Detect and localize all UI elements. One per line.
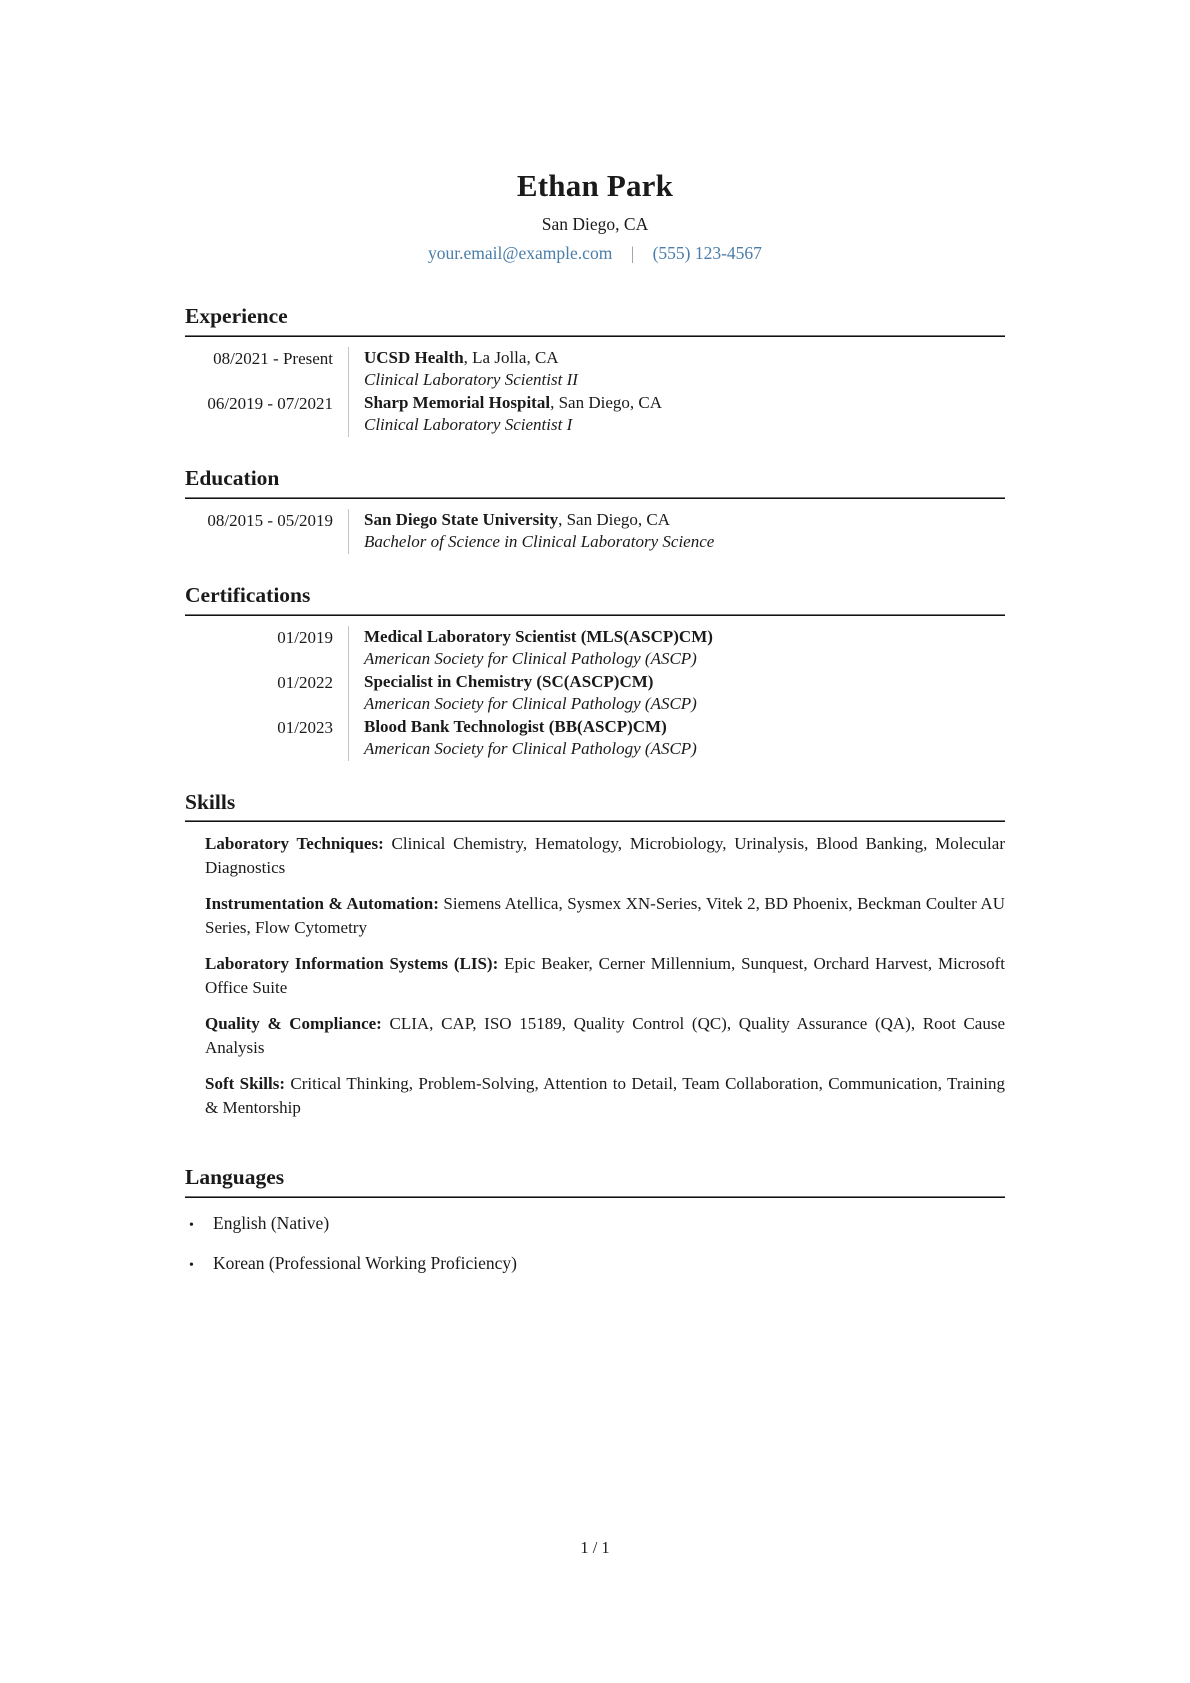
certification-org: American Society for Clinical Pathology (ASCP) xyxy=(364,694,697,714)
certification-name: Medical Laboratory Scientist (MLS(ASCP)CM) xyxy=(364,626,713,646)
degree-line: Bachelor of Science in Clinical Laboratory Science xyxy=(364,532,715,552)
section-title-experience: Experience xyxy=(185,304,288,329)
skill-list: Clinical Chemistry, Hematology, Microbiology, Urinalysis, Blood Banking, Molecular Diagnostics xyxy=(205,834,1005,877)
school-location: , San Diego, CA xyxy=(558,509,670,529)
education-entry xyxy=(185,509,1005,554)
section-rule xyxy=(185,497,1005,499)
entry-dates: 01/2019 xyxy=(277,627,333,647)
section-title-skills: Skills xyxy=(185,789,236,814)
skill-category-label: Laboratory Information Systems (LIS): xyxy=(205,954,499,974)
skill-list: Critical Thinking, Problem-Solving, Attention to Detail, Team Collaboration, Communication, Training & Mentorship xyxy=(205,1074,1005,1117)
skill-list: Epic Beaker, Cerner Millennium, Sunquest, Orchard Harvest, Microsoft Office Suite xyxy=(205,954,1005,997)
skill-paragraph xyxy=(185,952,1005,999)
language-item xyxy=(185,1252,1005,1275)
certification-entry xyxy=(185,626,1005,671)
person-location: San Diego, CA xyxy=(541,213,649,234)
section-rule xyxy=(185,1196,1005,1198)
person-name: Ethan Park xyxy=(516,168,674,203)
section-rule xyxy=(185,820,1005,822)
language-text: Korean (Professional Working Proficiency) xyxy=(213,1253,517,1274)
skill-paragraph xyxy=(185,892,1005,939)
entry-title-line xyxy=(364,392,662,415)
entry-body xyxy=(348,392,662,437)
experience-entry xyxy=(185,392,1005,437)
section-languages xyxy=(185,1165,1005,1275)
entry-role: Clinical Laboratory Scientist II xyxy=(364,370,578,390)
entry-title-line xyxy=(364,509,714,532)
section-title-languages: Languages xyxy=(185,1165,285,1190)
entry-body xyxy=(348,626,713,671)
section-education xyxy=(185,466,1005,554)
education-entries xyxy=(185,509,1005,554)
skill-paragraph xyxy=(185,1072,1005,1119)
school-name: San Diego State University xyxy=(364,509,559,529)
entry-body xyxy=(348,716,697,761)
section-rule xyxy=(185,614,1005,616)
skills-paragraphs xyxy=(185,832,1005,1119)
skill-paragraph xyxy=(185,832,1005,879)
entry-dates: 01/2023 xyxy=(277,717,333,737)
certification-entry xyxy=(185,716,1005,761)
entry-role: Clinical Laboratory Scientist I xyxy=(364,415,573,435)
experience-entry xyxy=(185,347,1005,392)
skill-category-label: Instrumentation & Automation: xyxy=(205,894,439,914)
contact-separator: | xyxy=(630,243,635,264)
entry-dates: 08/2015 - 05/2019 xyxy=(207,510,333,530)
bullet-icon: • xyxy=(189,1218,194,1234)
language-list xyxy=(185,1212,1005,1275)
org-name: Sharp Memorial Hospital xyxy=(364,392,551,412)
certification-org: American Society for Clinical Pathology (ASCP) xyxy=(364,649,697,669)
entry-body xyxy=(348,509,714,554)
skill-paragraph xyxy=(185,1012,1005,1059)
page-indicator: 1 / 1 xyxy=(580,1538,610,1557)
skill-category-label: Soft Skills: xyxy=(205,1074,285,1094)
entry-title-line xyxy=(364,347,578,370)
section-skills xyxy=(185,790,1005,1120)
entry-body xyxy=(348,671,697,716)
org-name: UCSD Health xyxy=(364,347,464,367)
section-certifications xyxy=(185,583,1005,761)
org-location: , San Diego, CA xyxy=(550,392,662,412)
contact-line xyxy=(185,242,1005,265)
bullet-icon: • xyxy=(189,1258,194,1274)
skill-list: Siemens Atellica, Sysmex XN-Series, Vitek 2, BD Phoenix, Beckman Coulter AU Series, Flow Cytometry xyxy=(205,894,1005,937)
section-title-certifications: Certifications xyxy=(185,582,311,607)
section-rule xyxy=(185,335,1005,337)
email-link[interactable]: your.email@example.com xyxy=(428,243,613,264)
section-title-education: Education xyxy=(185,465,280,490)
certification-name: Blood Bank Technologist (BB(ASCP)CM) xyxy=(364,716,667,736)
entry-dates: 08/2021 - Present xyxy=(213,348,333,368)
entry-dates: 06/2019 - 07/2021 xyxy=(207,393,333,413)
phone-link[interactable]: (555) 123-4567 xyxy=(652,243,762,264)
org-location: , La Jolla, CA xyxy=(463,347,559,367)
certification-name: Specialist in Chemistry (SC(ASCP)CM) xyxy=(364,671,654,691)
certification-entries xyxy=(185,626,1005,761)
certification-entry xyxy=(185,671,1005,716)
entry-dates: 01/2022 xyxy=(277,672,333,692)
section-experience xyxy=(185,304,1005,437)
language-item xyxy=(185,1212,1005,1235)
skill-list: CLIA, CAP, ISO 15189, Quality Control (QC), Quality Assurance (QA), Root Cause Analysis xyxy=(205,1014,1006,1057)
entry-body xyxy=(348,347,578,392)
skill-category-label: Quality & Compliance: xyxy=(205,1014,382,1034)
experience-entries xyxy=(185,347,1005,437)
resume-header xyxy=(185,168,1005,265)
certification-org: American Society for Clinical Pathology (ASCP) xyxy=(364,739,697,759)
skill-category-label: Laboratory Techniques: xyxy=(205,834,384,854)
language-text: English (Native) xyxy=(213,1213,330,1234)
